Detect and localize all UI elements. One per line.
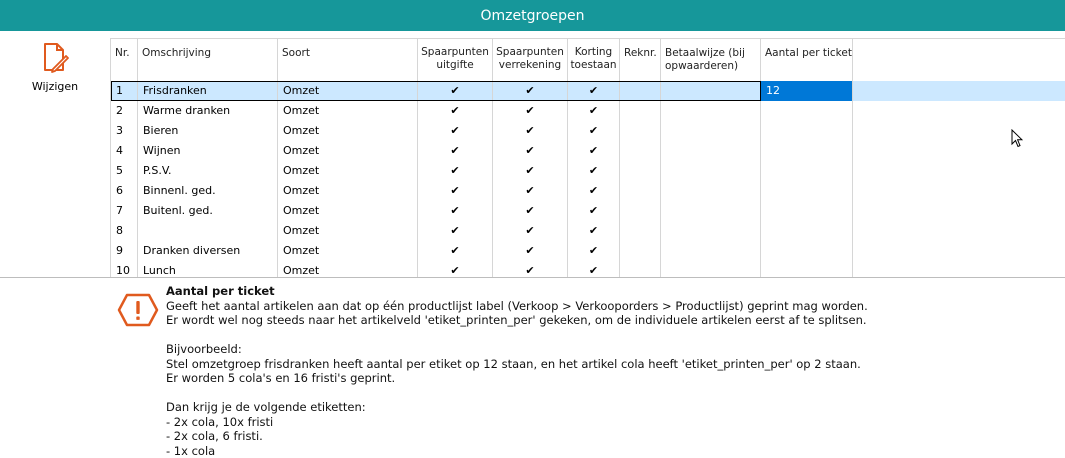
cell-spaar-verrekening-checkmark-icon[interactable]: ✔	[493, 261, 568, 278]
cell-aantal[interactable]	[761, 141, 853, 161]
edit-button-label: Wijzigen	[32, 80, 78, 93]
cell-reknr[interactable]	[620, 241, 661, 261]
cell-omschrijving[interactable]: Wijnen	[138, 141, 278, 161]
cell-korting-checkmark-icon[interactable]: ✔	[568, 101, 620, 121]
cell-aantal[interactable]	[761, 121, 853, 141]
cell-betaalwijze[interactable]	[661, 141, 761, 161]
table-row[interactable]	[111, 181, 1065, 201]
cell-korting-checkmark-icon[interactable]: ✔	[568, 81, 620, 101]
column-header-omschrijving[interactable]: Omschrijving	[138, 39, 278, 81]
cell-korting-checkmark-icon[interactable]: ✔	[568, 161, 620, 181]
cell-reknr[interactable]	[620, 201, 661, 221]
cell-reknr[interactable]	[620, 261, 661, 278]
cell-korting-checkmark-icon[interactable]: ✔	[568, 121, 620, 141]
column-header-soort[interactable]: Soort	[278, 39, 418, 81]
window-title: Omzetgroepen	[481, 8, 585, 24]
cell-betaalwijze[interactable]	[661, 241, 761, 261]
omzetgroepen-grid[interactable]	[110, 38, 1065, 278]
cell-soort[interactable]: Omzet	[278, 181, 418, 201]
cell-nr[interactable]: 6	[111, 181, 138, 201]
cell-korting-checkmark-icon[interactable]: ✔	[568, 241, 620, 261]
cell-aantal[interactable]	[761, 101, 853, 121]
help-line: - 1x cola	[166, 444, 1026, 458]
edit-button[interactable]	[22, 42, 88, 98]
cell-betaalwijze[interactable]	[661, 261, 761, 278]
cell-betaalwijze[interactable]	[661, 201, 761, 221]
cell-betaalwijze[interactable]	[661, 81, 761, 101]
column-header-spaarpunten-verrekening[interactable]: Spaarpunten verrekening	[493, 39, 568, 81]
cell-korting-checkmark-icon[interactable]: ✔	[568, 181, 620, 201]
cell-nr[interactable]: 8	[111, 221, 138, 241]
cell-spaar-verrekening-checkmark-icon[interactable]: ✔	[493, 241, 568, 261]
cell-spaar-uitgifte-checkmark-icon[interactable]: ✔	[418, 121, 493, 141]
cell-korting-checkmark-icon[interactable]: ✔	[568, 141, 620, 161]
cell-soort[interactable]: Omzet	[278, 101, 418, 121]
cell-nr[interactable]: 9	[111, 241, 138, 261]
cell-omschrijving[interactable]: Warme dranken	[138, 101, 278, 121]
cell-nr[interactable]: 5	[111, 161, 138, 181]
cell-reknr[interactable]	[620, 121, 661, 141]
cell-reknr[interactable]	[620, 141, 661, 161]
cell-reknr[interactable]	[620, 221, 661, 241]
window-title-bar	[0, 0, 1065, 31]
help-line: - 2x cola, 10x fristi	[166, 415, 1026, 430]
cell-nr[interactable]: 7	[111, 201, 138, 221]
cell-omschrijving[interactable]: Frisdranken	[138, 81, 278, 101]
cell-korting-checkmark-icon[interactable]: ✔	[568, 201, 620, 221]
cell-spaar-verrekening-checkmark-icon[interactable]: ✔	[493, 141, 568, 161]
cell-nr[interactable]: 2	[111, 101, 138, 121]
cell-reknr[interactable]	[620, 81, 661, 101]
mouse-pointer-icon	[1011, 129, 1023, 148]
table-row[interactable]	[111, 81, 1065, 101]
cell-spaar-uitgifte-checkmark-icon[interactable]: ✔	[418, 261, 493, 278]
cell-soort[interactable]: Omzet	[278, 161, 418, 181]
cell-spaar-uitgifte-checkmark-icon[interactable]: ✔	[418, 161, 493, 181]
cell-omschrijving[interactable]: Buitenl. ged.	[138, 201, 278, 221]
cell-soort[interactable]: Omzet	[278, 241, 418, 261]
cell-omschrijving[interactable]: Dranken diversen	[138, 241, 278, 261]
cell-omschrijving[interactable]: P.S.V.	[138, 161, 278, 181]
warning-icon	[117, 292, 159, 328]
cell-aantal[interactable]	[761, 241, 853, 261]
cell-soort[interactable]: Omzet	[278, 121, 418, 141]
cell-nr[interactable]: 3	[111, 121, 138, 141]
cell-betaalwijze[interactable]	[661, 221, 761, 241]
cell-reknr[interactable]	[620, 161, 661, 181]
cell-omschrijving[interactable]	[138, 221, 278, 241]
cell-aantal[interactable]	[761, 201, 853, 221]
cell-korting-checkmark-icon[interactable]: ✔	[568, 261, 620, 278]
cell-spaar-uitgifte-checkmark-icon[interactable]: ✔	[418, 101, 493, 121]
cell-soort[interactable]: Omzet	[278, 141, 418, 161]
table-row[interactable]	[111, 261, 1065, 278]
edit-document-icon	[41, 42, 69, 74]
cell-aantal[interactable]: 12	[761, 81, 853, 101]
column-header-betaalwijze[interactable]: Betaalwijze (bij opwaarderen)	[661, 39, 761, 81]
help-line: - 2x cola, 6 fristi.	[166, 429, 1026, 444]
column-header-reknr[interactable]: Reknr.	[620, 39, 661, 81]
cell-omschrijving[interactable]: Binnenl. ged.	[138, 181, 278, 201]
cell-soort[interactable]: Omzet	[278, 201, 418, 221]
help-title: Aantal per ticket	[166, 284, 1026, 299]
table-row[interactable]	[111, 141, 1065, 161]
cell-spaar-uitgifte-checkmark-icon[interactable]: ✔	[418, 201, 493, 221]
cell-betaalwijze[interactable]	[661, 181, 761, 201]
cell-spaar-verrekening-checkmark-icon[interactable]: ✔	[493, 161, 568, 181]
help-line: Dan krijg je de volgende etiketten:	[166, 400, 1026, 415]
table-row[interactable]	[111, 121, 1065, 141]
column-header-spaarpunten-uitgifte[interactable]: Spaarpunten uitgifte	[418, 39, 493, 81]
cell-omschrijving[interactable]: Bieren	[138, 121, 278, 141]
column-header-korting-toestaan[interactable]: Korting toestaan	[568, 39, 620, 81]
cell-spaar-uitgifte-checkmark-icon[interactable]: ✔	[418, 81, 493, 101]
column-header-nr[interactable]: Nr.	[111, 39, 138, 81]
cell-spaar-verrekening-checkmark-icon[interactable]: ✔	[493, 221, 568, 241]
cell-betaalwijze[interactable]	[661, 121, 761, 141]
help-line: Geeft het aantal artikelen aan dat op één productlijst label (Verkoop > Verkooporders > Productlijst) geprint mag worden.	[166, 299, 1026, 314]
column-header-aantal-per-ticket[interactable]: Aantal per ticket	[761, 39, 853, 81]
cell-spaar-verrekening-checkmark-icon[interactable]: ✔	[493, 121, 568, 141]
cell-soort[interactable]: Omzet	[278, 221, 418, 241]
cell-betaalwijze[interactable]	[661, 161, 761, 181]
cell-spaar-verrekening-checkmark-icon[interactable]: ✔	[493, 101, 568, 121]
table-row[interactable]	[111, 221, 1065, 241]
help-text-panel	[166, 284, 1026, 458]
cell-spaar-uitgifte-checkmark-icon[interactable]: ✔	[418, 241, 493, 261]
cell-nr[interactable]: 10	[111, 261, 138, 278]
cell-aantal[interactable]	[761, 161, 853, 181]
cell-spaar-verrekening-checkmark-icon[interactable]: ✔	[493, 81, 568, 101]
cell-reknr[interactable]	[620, 181, 661, 201]
cell-reknr[interactable]	[620, 101, 661, 121]
help-line: Bijvoorbeeld:	[166, 342, 1026, 357]
cell-aantal[interactable]	[761, 221, 853, 241]
cell-spaar-verrekening-checkmark-icon[interactable]: ✔	[493, 201, 568, 221]
cell-spaar-uitgifte-checkmark-icon[interactable]: ✔	[418, 141, 493, 161]
table-row[interactable]	[111, 161, 1065, 181]
cell-aantal[interactable]	[761, 181, 853, 201]
table-row[interactable]	[111, 201, 1065, 221]
cell-nr[interactable]: 1	[111, 81, 138, 101]
cell-betaalwijze[interactable]	[661, 101, 761, 121]
help-line: Er worden 5 cola's en 16 fristi's geprint.	[166, 371, 1026, 386]
cell-soort[interactable]: Omzet	[278, 261, 418, 278]
table-row[interactable]	[111, 241, 1065, 261]
cell-soort[interactable]: Omzet	[278, 81, 418, 101]
cell-spaar-uitgifte-checkmark-icon[interactable]: ✔	[418, 221, 493, 241]
help-line: Stel omzetgroep frisdranken heeft aantal per etiket op 12 staan, en het artikel cola heeft 'etiket_printen_per' op 2 staan.	[166, 357, 1026, 372]
cell-spaar-uitgifte-checkmark-icon[interactable]: ✔	[418, 181, 493, 201]
cell-spaar-verrekening-checkmark-icon[interactable]: ✔	[493, 181, 568, 201]
help-line: Er wordt wel nog steeds naar het artikelveld 'etiket_printen_per' gekeken, om de individuele artikelen eerst af te splitsen.	[166, 313, 1026, 328]
table-row[interactable]	[111, 101, 1065, 121]
cell-omschrijving[interactable]: Lunch	[138, 261, 278, 278]
grid-divider	[0, 277, 1065, 278]
cell-aantal[interactable]	[761, 261, 853, 278]
cell-nr[interactable]: 4	[111, 141, 138, 161]
cell-korting-checkmark-icon[interactable]: ✔	[568, 221, 620, 241]
